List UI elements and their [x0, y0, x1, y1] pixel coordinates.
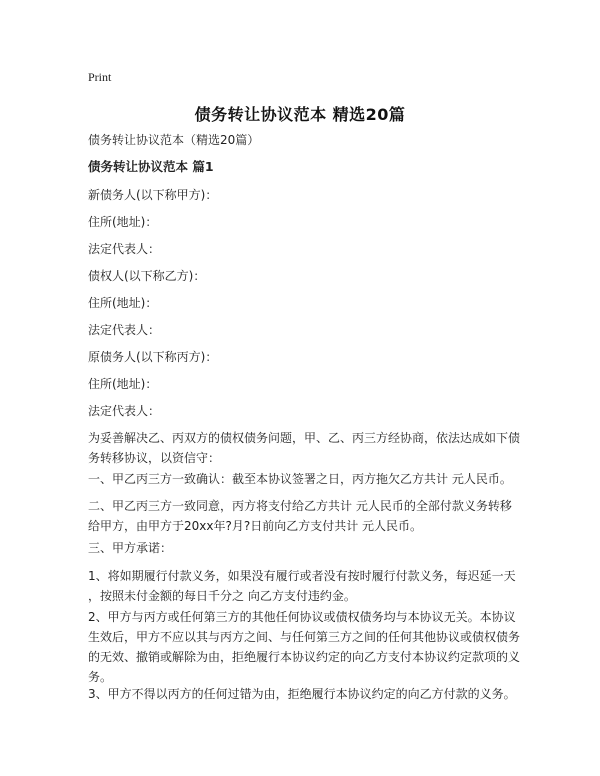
legal-rep-field-2: 法定代表人：: [88, 323, 161, 337]
legal-rep-field-1: 法定代表人：: [88, 242, 161, 256]
clause-2: [88, 496, 520, 536]
clause-3-item-2: [88, 607, 520, 687]
original-debtor-field: 原债务人(以下称丙方)：: [88, 350, 218, 364]
new-debtor-field: 新债务人(以下称甲方)：: [88, 188, 218, 202]
clause-3-heading: 三、甲方承诺：: [88, 541, 173, 555]
doc-subtitle: 债务转让协议范本（精选20篇）: [88, 133, 260, 147]
address-field-2: 住所(地址)：: [88, 296, 158, 310]
clause-3-item-3: 3、甲方不得以丙方的任何过错为由，拒绝履行本协议约定的向乙方付款的义务。: [88, 687, 516, 701]
item-1-line: ，按照未付金额的每日千分之 向乙方支付违约金。: [88, 589, 356, 603]
clause-2-line: 给甲方，由甲方于20xx年?月?日前向乙方支付共计 元人民币。: [88, 519, 423, 533]
item-2-line: 务。: [88, 670, 113, 684]
section-heading: 债务转让协议范本 篇1: [88, 159, 214, 174]
item-2-line: 的无效、撤销或解除为由，拒绝履行本协议约定的向乙方支付本协议约定款项的义: [88, 650, 521, 664]
intro-paragraph: [88, 428, 520, 468]
page-title: 债务转让协议范本 精选20篇: [194, 105, 406, 124]
address-field-1: 住所(地址)：: [88, 215, 158, 229]
item-2-line: 2、甲方与丙方或任何第三方的其他任何协议或债权债务均与本协议无关。本协议: [88, 610, 516, 624]
item-2-line: 生效后，甲方不应以其与丙方之间、与任何第三方之间的任何其他协议或债权债务: [88, 630, 521, 644]
item-1-line: 1、将如期履行付款义务，如果没有履行或者没有按时履行付款义务，每迟延一天: [88, 569, 516, 583]
address-field-3: 住所(地址)：: [88, 377, 158, 391]
intro-line: 务转移协议，以资信守：: [88, 451, 221, 465]
print-label: Print: [88, 70, 112, 84]
clause-2-line: 二、甲乙丙三方一致同意，丙方将支付给乙方共计 元人民币的全部付款义务转移: [88, 499, 512, 513]
clause-3-item-1: [88, 566, 520, 606]
clause-1: 一、甲乙丙三方一致确认：截至本协议签署之日，丙方拖欠乙方共计 元人民币。: [88, 472, 512, 486]
intro-line: 为妥善解决乙、丙双方的债权债务问题，甲、乙、丙三方经协商，依法达成如下债: [88, 431, 521, 445]
legal-rep-field-3: 法定代表人：: [88, 404, 161, 418]
creditor-field: 债权人(以下称乙方)：: [88, 269, 206, 283]
